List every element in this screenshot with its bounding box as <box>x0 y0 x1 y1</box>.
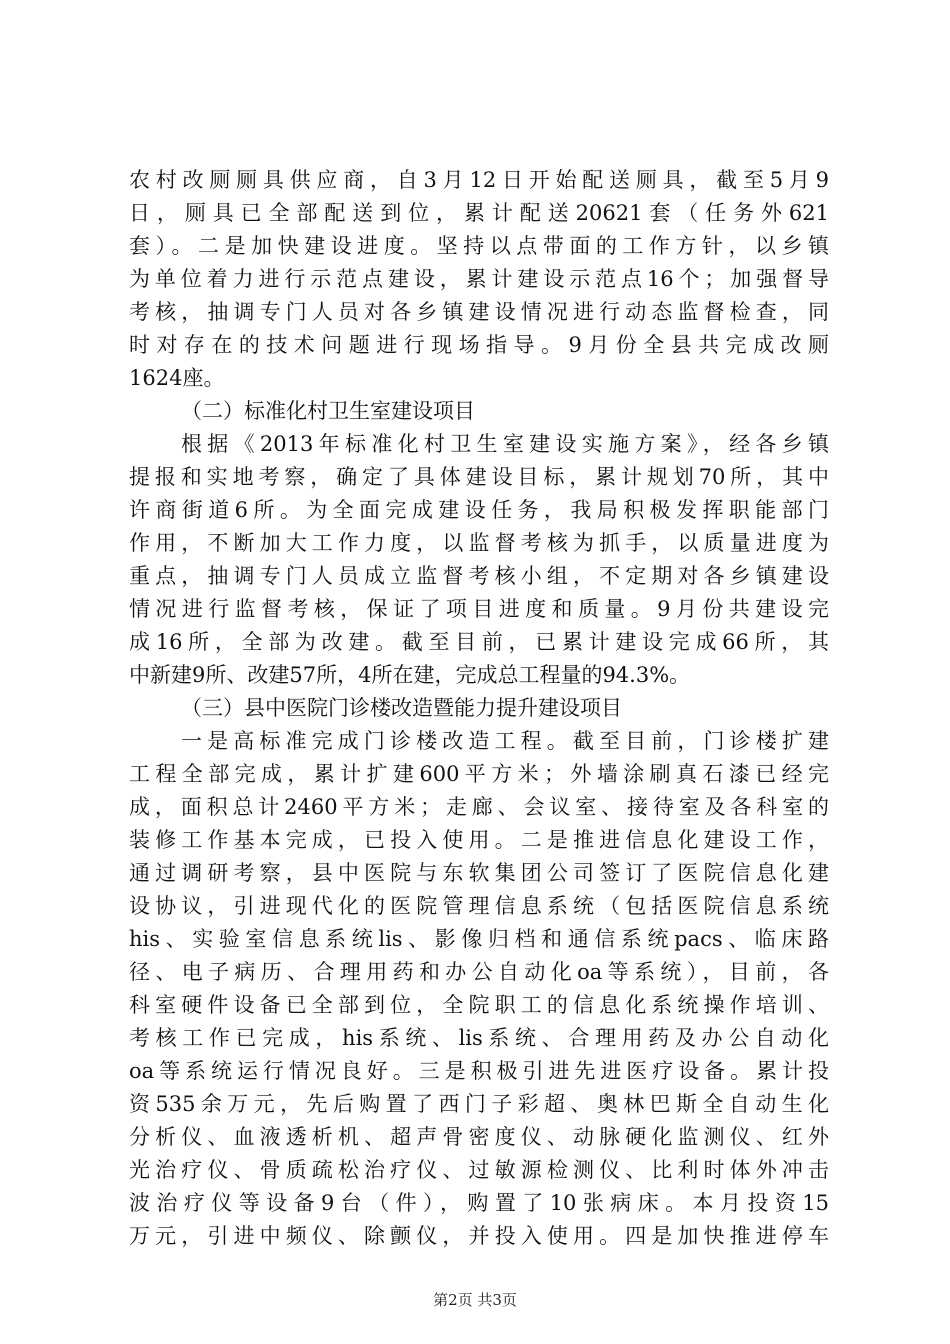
document-body <box>129 164 829 1253</box>
section-heading: （三）县中医院门诊楼改造暨能力提升建设项目 <box>181 696 622 720</box>
text-line: his、实验室信息系统lis、影像归档和通信系统pacs、临床路 <box>129 927 829 951</box>
text-line: 许商街道6所。为全面完成建设任务，我局积极发挥职能部门 <box>129 498 829 522</box>
text-line: oa等系统运行情况良好。三是积极引进先进医疗设备。累计投 <box>129 1059 829 1083</box>
text-line: 重点，抽调专门人员成立监督考核小组，不定期对各乡镇建设 <box>129 564 829 588</box>
text-line: 时对存在的技术问题进行现场指导。9月份全县共完成改厕 <box>129 333 829 357</box>
text-line: 日，厕具已全部配送到位，累计配送20621套（任务外621 <box>129 201 829 225</box>
text-line: 一是高标准完成门诊楼改造工程。截至目前，门诊楼扩建 <box>181 729 829 753</box>
text-line: 径、电子病历、合理用药和办公自动化oa等系统），目前，各 <box>129 960 829 984</box>
text-line: 考核工作已完成，his系统、lis系统、合理用药及办公自动化 <box>129 1026 829 1050</box>
text-line: 光治疗仪、骨质疏松治疗仪、过敏源检测仪、比利时体外冲击 <box>129 1158 829 1182</box>
text-line: 通过调研考察，县中医院与东软集团公司签订了医院信息化建 <box>129 861 829 885</box>
text-line: 提报和实地考察，确定了具体建设目标，累计规划70所，其中 <box>129 465 829 489</box>
text-line: 设协议，引进现代化的医院管理信息系统（包括医院信息系统 <box>129 894 829 918</box>
text-line: 考核，抽调专门人员对各乡镇建设情况进行动态监督检查，同 <box>129 300 829 324</box>
text-line: 科室硬件设备已全部到位，全院职工的信息化系统操作培训、 <box>129 993 829 1017</box>
text-line: 成16所，全部为改建。截至目前，已累计建设完成66所，其 <box>129 630 829 654</box>
text-line: 分析仪、血液透析机、超声骨密度仪、动脉硬化监测仪、红外 <box>129 1125 829 1149</box>
text-line: 成，面积总计2460平方米；走廊、会议室、接待室及各科室的 <box>129 795 829 819</box>
text-line: 工程全部完成，累计扩建600平方米；外墙涂刷真石漆已经完 <box>129 762 829 786</box>
text-line: 套）。二是加快建设进度。坚持以点带面的工作方针，以乡镇 <box>129 234 829 258</box>
text-line: 1624座。 <box>129 366 225 390</box>
text-line: 农村改厕厕具供应商，自3月12日开始配送厕具，截至5月9 <box>129 168 829 192</box>
text-line: 根据《2013年标准化村卫生室建设实施方案》，经各乡镇 <box>181 432 829 456</box>
text-line: 中新建9所、改建57所，4所在建，完成总工程量的94.3%。 <box>129 663 691 687</box>
text-line: 作用，不断加大工作力度，以监督考核为抓手，以质量进度为 <box>129 531 829 555</box>
section-heading: （二）标准化村卫生室建设项目 <box>181 399 475 423</box>
text-line: 装修工作基本完成，已投入使用。二是推进信息化建设工作， <box>129 828 829 852</box>
text-line: 情况进行监督考核，保证了项目进度和质量。9月份共建设完 <box>129 597 829 621</box>
page-footer: 第2页 共3页 <box>433 1291 517 1309</box>
text-line: 为单位着力进行示范点建设，累计建设示范点16个；加强督导 <box>129 267 829 291</box>
text-line: 波治疗仪等设备9台（件），购置了10张病床。本月投资15 <box>129 1191 829 1215</box>
text-line: 万元，引进中频仪、除颤仪，并投入使用。四是加快推进停车 <box>129 1224 829 1248</box>
text-line: 资535余万元，先后购置了西门子彩超、奥林巴斯全自动生化 <box>129 1092 829 1116</box>
